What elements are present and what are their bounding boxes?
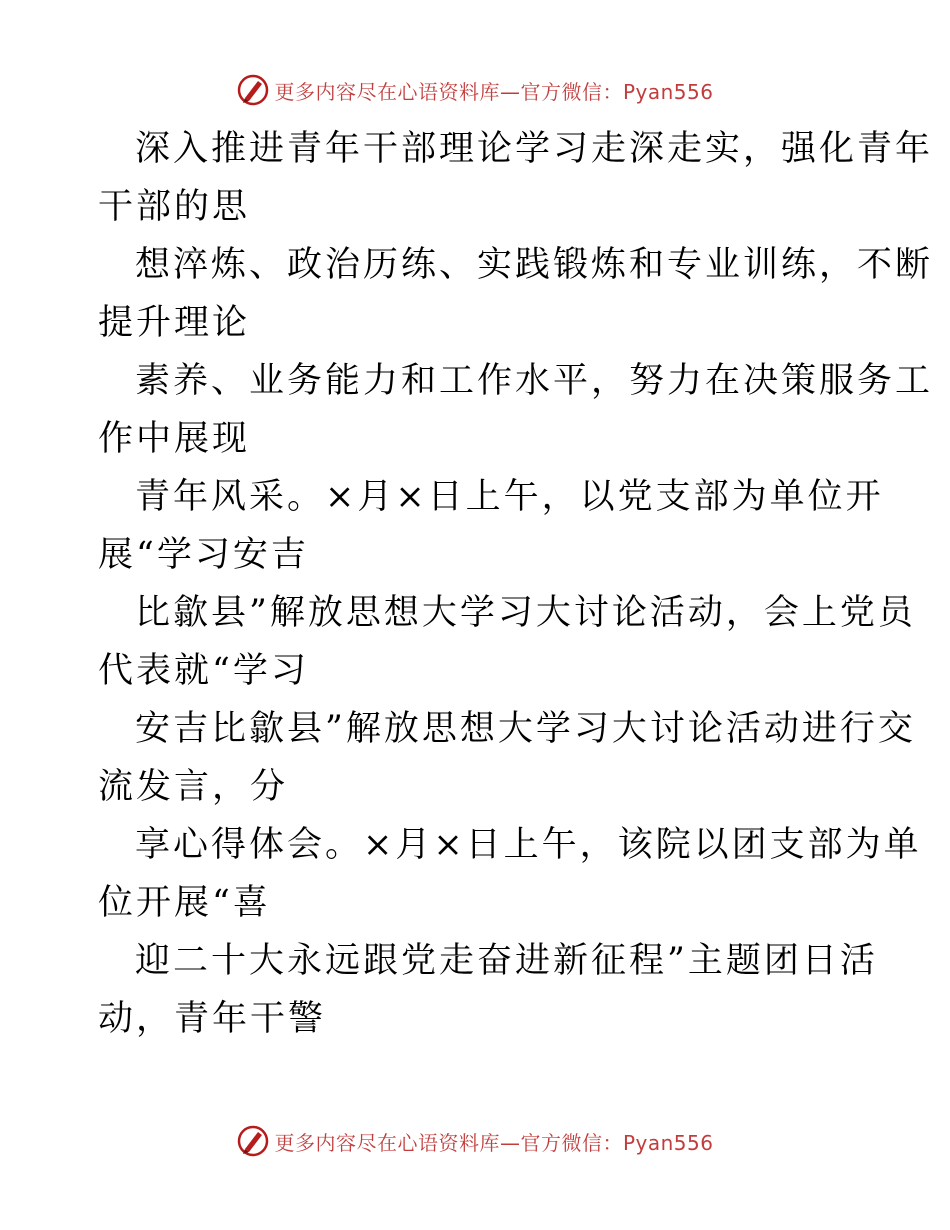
body-line: 深入推进青年干部理论学习走深走实，强化青年 xyxy=(135,129,934,169)
body-line: 代表就“学习 xyxy=(98,651,309,691)
body-line: 想淬炼、政治历练、实践锻炼和专业训练，不断 xyxy=(135,245,934,285)
body-line: 动，青年干警 xyxy=(98,999,327,1039)
body-line: 迎二十大永远跟党走奋进新征程”主题团日活 xyxy=(135,941,878,981)
header-watermark-text: 更多内容尽在心语资料库—官方微信：Pyan556 xyxy=(274,79,714,104)
body-line: 位开展“喜 xyxy=(98,883,271,923)
body-line: 比歙县”解放思想大学习大讨论活动，会上党员 xyxy=(135,593,916,633)
body-line: 享心得体会。×月×日上午，该院以团支部为单 xyxy=(135,825,922,865)
body-line: 安吉比歙县”解放思想大学习大讨论活动进行交 xyxy=(135,709,916,749)
document-body xyxy=(98,120,934,1048)
body-line: 作中展现 xyxy=(98,419,251,459)
body-line: 素养、业务能力和工作水平，努力在决策服务工 xyxy=(135,361,934,401)
body-line: 干部的思 xyxy=(98,187,251,227)
header-watermark xyxy=(0,70,950,110)
pen-logo-icon xyxy=(236,73,270,107)
body-line: 提升理论 xyxy=(98,303,251,343)
pen-logo-icon xyxy=(236,1124,270,1158)
footer-watermark-text: 更多内容尽在心语资料库—官方微信：Pyan556 xyxy=(274,1130,714,1155)
body-line: 展“学习安吉 xyxy=(98,535,309,575)
body-line: 流发言，分 xyxy=(98,767,289,807)
footer-watermark xyxy=(0,1121,950,1161)
body-line: 青年风采。×月×日上午，以党支部为单位开 xyxy=(135,477,884,517)
